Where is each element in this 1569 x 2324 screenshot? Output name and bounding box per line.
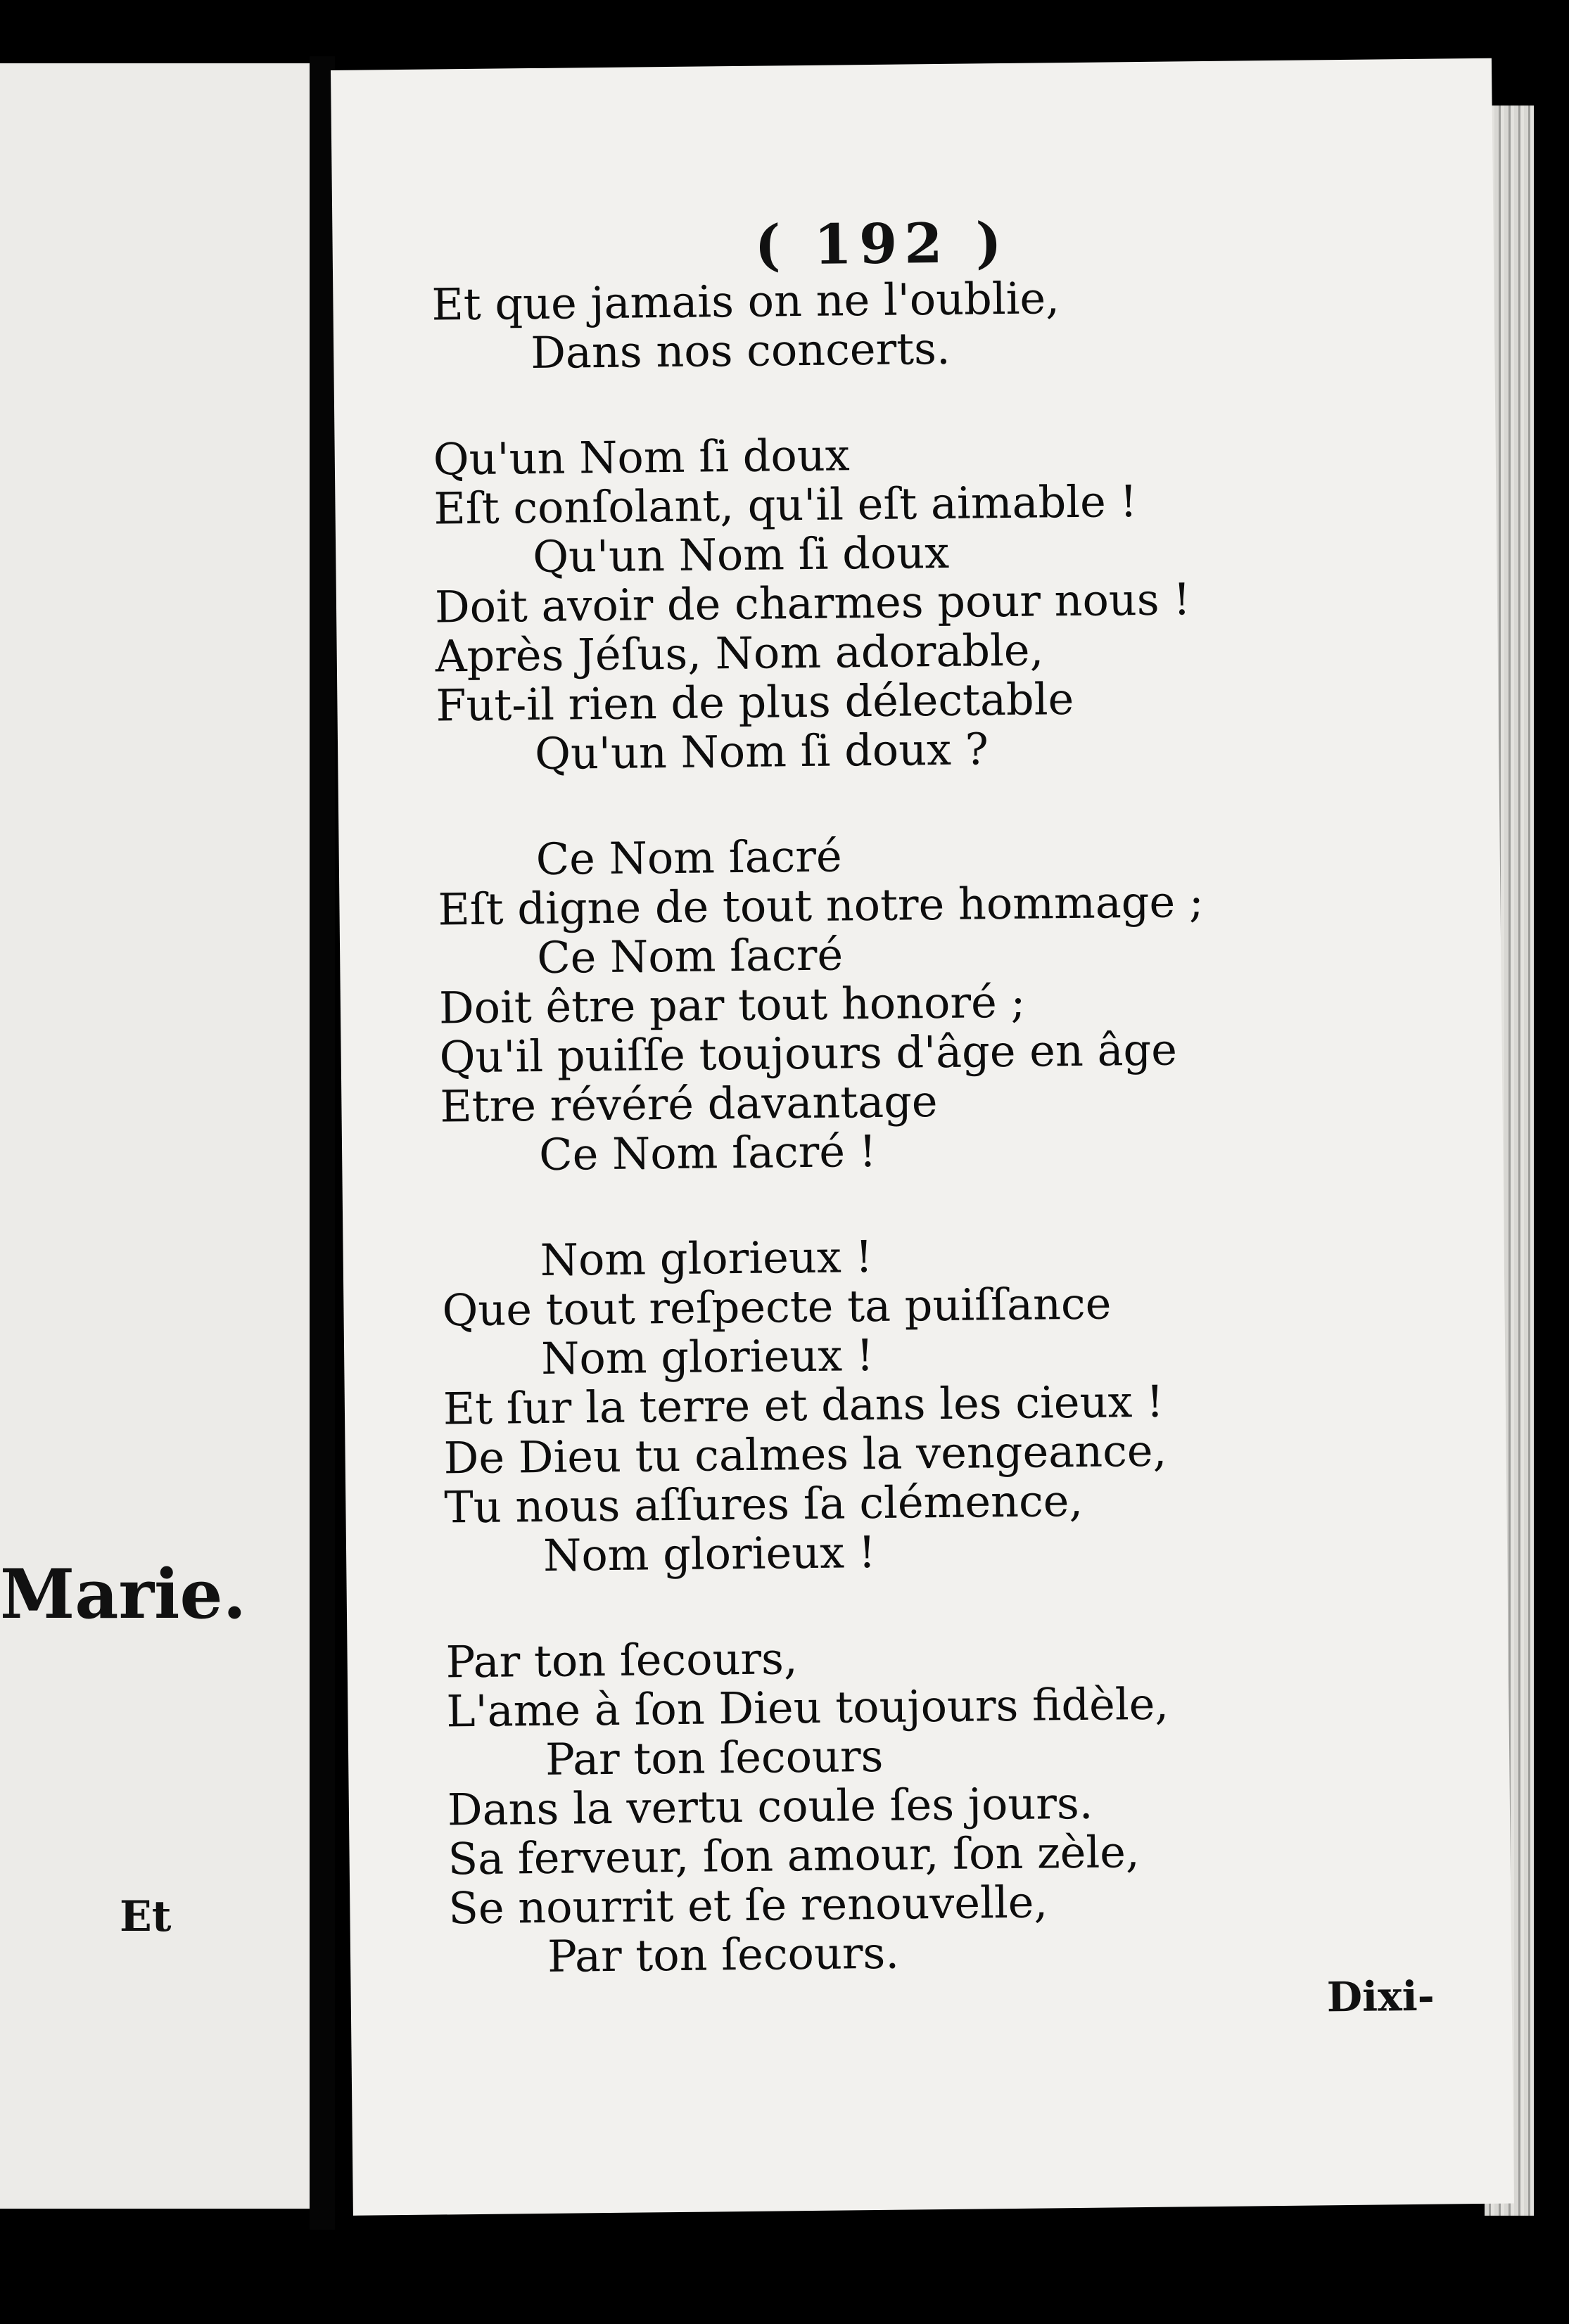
page-number: ( 192 ) — [754, 210, 1010, 278]
poem-line: Ce Nom ſacré ! — [538, 1125, 877, 1180]
poem-line: Qu'un Nom ſi doux — [433, 429, 851, 485]
left-page — [0, 63, 311, 2209]
poem-line: Eſt conſolant, qu'il eſt aimable ! — [433, 475, 1138, 535]
poem-line: Et que jamais on ne l'oublie, — [431, 272, 1060, 331]
poem-line: Qu'un Nom ſi doux ? — [534, 723, 989, 780]
poem-line: Dans la vertu coule ſes jours. — [447, 1777, 1093, 1836]
poem-line: L'ame à ſon Dieu toujours fidèle, — [446, 1678, 1169, 1737]
book-spine — [310, 56, 335, 2230]
poem-line: Eſt digne de tout notre hommage ; — [438, 876, 1205, 936]
poem-line: Nom glorieux ! — [540, 1329, 875, 1384]
poem-line: De Dieu tu calmes la vengeance, — [443, 1424, 1167, 1484]
right-page — [331, 58, 1514, 2216]
poem-line: Doit avoir de charmes pour nous ! — [434, 573, 1191, 633]
poem-body — [431, 270, 1435, 2039]
poem-line: Doit être par tout honoré ; — [438, 976, 1026, 1034]
poem-line: Dans nos concerts. — [530, 322, 951, 379]
poem-line: Ce Nom ſacré — [535, 830, 843, 886]
poem-line: Que tout reſpecte ta puiſſance — [442, 1277, 1112, 1336]
poem-line: Par ton ſecours, — [445, 1633, 798, 1688]
poem-line: Tu nous aſſures ſa clémence, — [444, 1474, 1084, 1533]
poem-line: Par ton ſecours — [545, 1730, 884, 1785]
stanza — [441, 1227, 1430, 1582]
poem-line: Après Jéſus, Nom adorable, — [435, 624, 1044, 682]
stanza — [433, 425, 1421, 780]
poem-line: Ce Nom ſacré — [536, 928, 844, 983]
poem-line: Etre révéré davantage — [440, 1075, 938, 1132]
poem-line: Qu'il puiſſe toujours d'âge en âge — [439, 1023, 1178, 1083]
stanza — [445, 1628, 1434, 1983]
stanza — [431, 270, 1417, 379]
poem-line: Et ſur la terre et dans les cieux ! — [443, 1375, 1164, 1435]
left-page-catchword: Et — [120, 1892, 172, 1941]
catchword: Dixi- — [1326, 1972, 1435, 2022]
poem-line: Par ton ſecours. — [547, 1927, 900, 1982]
poem-line: Fut-il rien de plus délectable — [436, 672, 1074, 732]
poem-line: Se nourrit et ſe renouvelle, — [447, 1876, 1048, 1934]
poem-line: Qu'un Nom ſi doux — [532, 526, 950, 583]
left-page-heading: Marie. — [0, 1554, 247, 1634]
poem-line: Nom glorieux ! — [542, 1526, 877, 1581]
poem-line: Sa ferveur, ſon amour, ſon zèle, — [447, 1826, 1140, 1885]
stanza — [437, 826, 1425, 1181]
poem-line: Nom glorieux ! — [540, 1231, 873, 1286]
